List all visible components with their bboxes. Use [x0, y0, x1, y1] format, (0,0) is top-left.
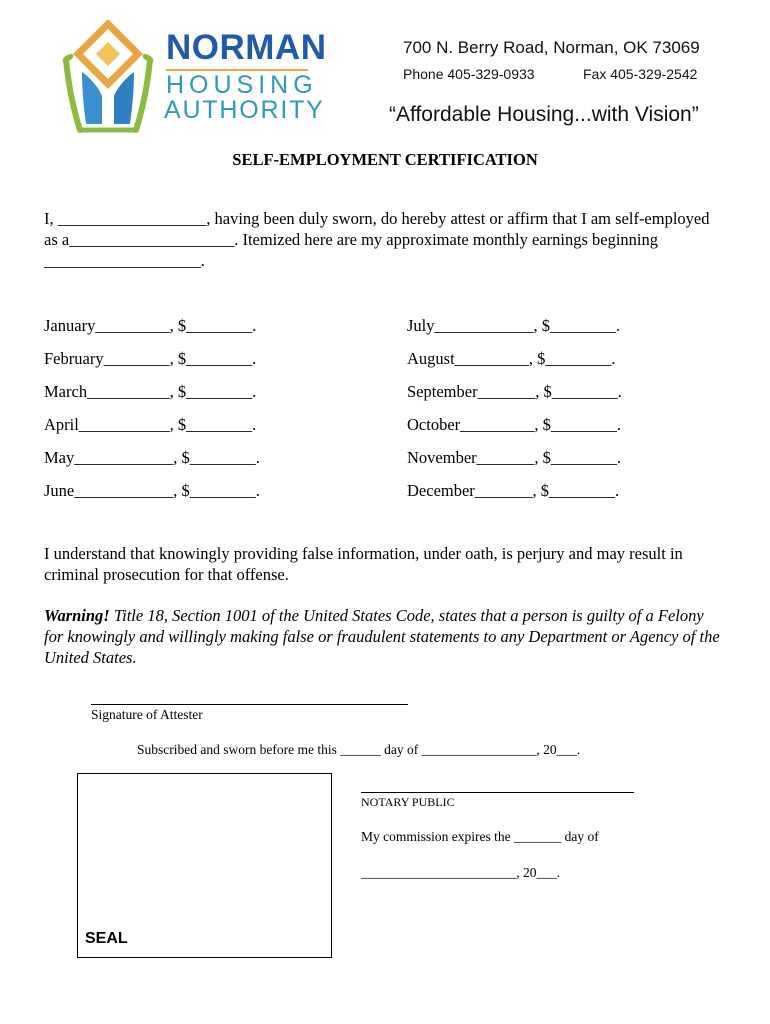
warning-label: Warning! — [44, 606, 110, 625]
month-row-february: February________, $________. — [44, 349, 257, 368]
commission-statement: My commission expires the _______ day of — [361, 829, 599, 844]
month-row-november: November_______, $________. — [407, 448, 622, 467]
signature-label: Signature of Attester — [91, 707, 203, 722]
signature-line[interactable] — [91, 704, 408, 705]
form-title: SELF-EMPLOYMENT CERTIFICATION — [232, 150, 538, 169]
seal-label: SEAL — [85, 930, 128, 947]
month-row-january: January_________, $________. — [44, 316, 257, 335]
month-row-december: December_______, $________. — [407, 481, 620, 500]
perjury-statement: I understand that knowingly providing false information, under oath, is perjury and may result in criminal prosecution for that offense. — [44, 544, 683, 584]
header-tagline: “Affordable Housing...with Vision” — [389, 103, 699, 126]
brand-name-norman: NORMAN — [166, 28, 327, 67]
housing-authority-logo — [58, 20, 158, 138]
brand-name-authority: AUTHORITY — [164, 96, 325, 124]
header-phone: Phone 405-329-0933 — [403, 66, 535, 82]
intro-statement: I, __________________, having been duly sworn, do hereby attest or affirm that I am self-employed as a____________________. Itemized here are my approximate monthly earnings beginning ___________________. — [44, 209, 710, 270]
warning-text: Title 18, Section 1001 of the United States Code, states that a person is guilty of a Felony for knowingly and willingly making false or fraudulent statements to any Department or Agency of the United States. — [44, 606, 720, 667]
month-row-october: October_________, $________. — [407, 415, 622, 434]
brand-name-housing: HOUSING — [166, 71, 318, 99]
month-row-august: August_________, $________. — [407, 349, 616, 368]
header-fax: Fax 405-329-2542 — [583, 66, 698, 82]
warning-statement — [44, 605, 724, 668]
notary-label: NOTARY PUBLIC — [361, 795, 455, 809]
header-address: 700 N. Berry Road, Norman, OK 73069 — [403, 38, 700, 57]
subscribed-statement: Subscribed and sworn before me this ______ day of _________________, 20___. — [137, 742, 581, 757]
month-row-september: September_______, $________. — [407, 382, 622, 401]
month-row-march: March__________, $________. — [44, 382, 257, 401]
month-row-april: April___________, $________. — [44, 415, 257, 434]
notary-signature-line[interactable] — [361, 792, 634, 793]
commission-date: _______________________, 20___. — [361, 865, 561, 880]
month-row-june: June____________, $________. — [44, 481, 260, 500]
month-row-may: May____________, $________. — [44, 448, 260, 467]
month-row-july: July____________, $________. — [407, 316, 621, 335]
